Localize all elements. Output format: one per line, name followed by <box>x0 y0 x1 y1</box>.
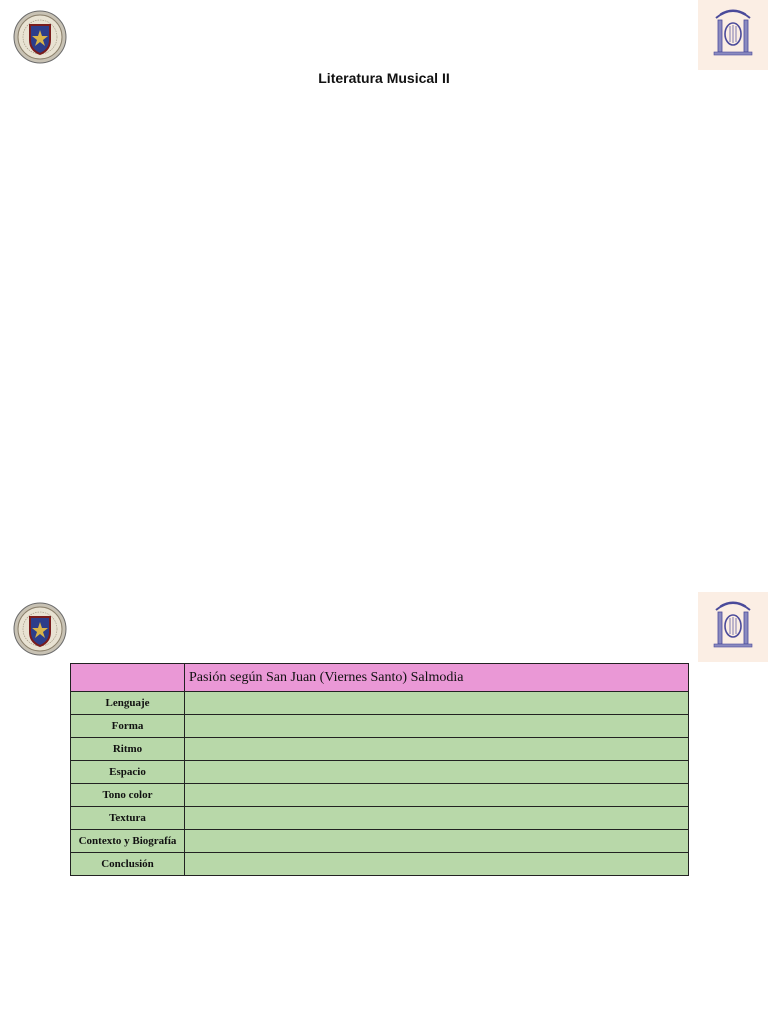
table-row <box>71 853 689 876</box>
row-label-textura: Textura <box>71 807 185 830</box>
university-seal-logo <box>13 602 67 656</box>
page-2 <box>0 590 768 1024</box>
row-label-espacio: Espacio <box>71 761 185 784</box>
table-row <box>71 692 689 715</box>
row-value-cell[interactable] <box>185 830 689 853</box>
lyre-crest-logo <box>698 0 768 70</box>
row-value-cell[interactable] <box>185 692 689 715</box>
analysis-table <box>70 663 689 876</box>
table-header-row <box>71 664 689 692</box>
university-seal-logo <box>13 10 67 64</box>
row-value-cell[interactable] <box>185 807 689 830</box>
row-value-cell[interactable] <box>185 715 689 738</box>
table-row <box>71 761 689 784</box>
row-value-cell[interactable] <box>185 784 689 807</box>
table-row <box>71 807 689 830</box>
row-label-conclusion: Conclusión <box>71 853 185 876</box>
page-title: Literatura Musical II <box>318 70 450 86</box>
table-row <box>71 715 689 738</box>
row-label-ritmo: Ritmo <box>71 738 185 761</box>
row-label-tono-color: Tono color <box>71 784 185 807</box>
header-corner-cell <box>71 664 185 692</box>
table-row <box>71 784 689 807</box>
row-value-cell[interactable] <box>185 853 689 876</box>
table-topic-title: Pasión según San Juan (Viernes Santo) Salmodia <box>185 664 689 692</box>
row-value-cell[interactable] <box>185 761 689 784</box>
row-label-lenguaje: Lenguaje <box>71 692 185 715</box>
row-value-cell[interactable] <box>185 738 689 761</box>
table-row <box>71 830 689 853</box>
row-label-contexto-biografia: Contexto y Biografía <box>71 830 185 853</box>
lyre-crest-logo <box>698 592 768 662</box>
table-row <box>71 738 689 761</box>
row-label-forma: Forma <box>71 715 185 738</box>
